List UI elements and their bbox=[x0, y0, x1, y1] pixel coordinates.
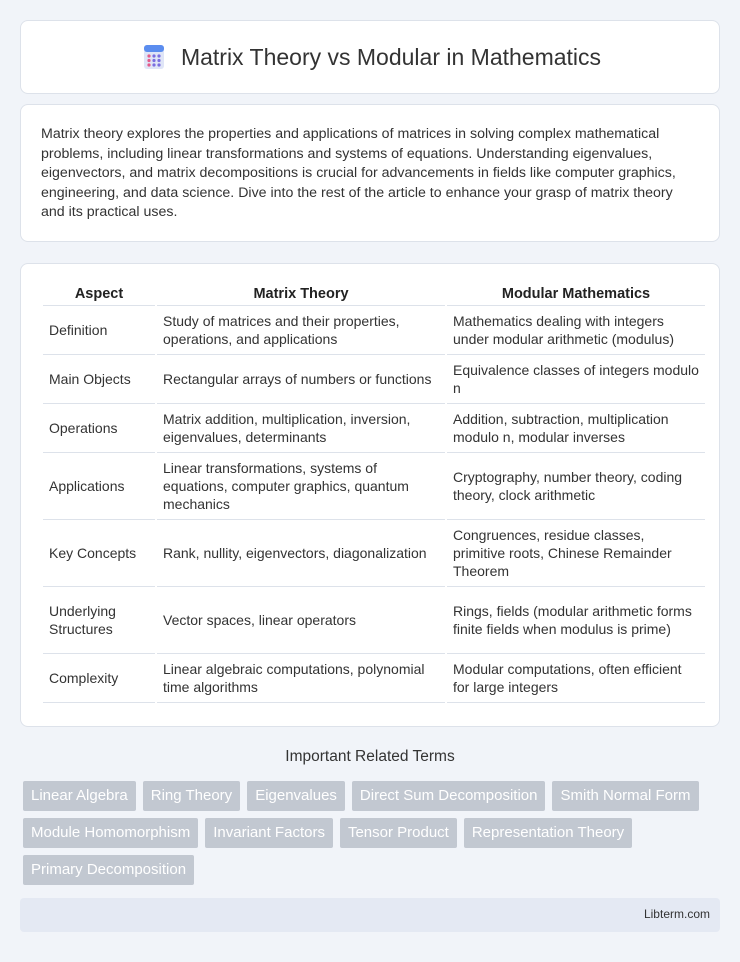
table-cell: Operations bbox=[43, 404, 155, 453]
intro-card bbox=[20, 104, 720, 242]
table-cell: Study of matrices and their properties, operations, and applications bbox=[157, 306, 445, 355]
related-term-tag[interactable]: Primary Decomposition bbox=[23, 855, 194, 885]
related-term-tag[interactable]: Ring Theory bbox=[143, 781, 240, 811]
table-row bbox=[43, 654, 705, 703]
table-row bbox=[43, 404, 705, 453]
table-row bbox=[43, 306, 705, 355]
intro-text: Matrix theory explores the properties and applications of matrices in solving complex mathematical problems, including linear transformations and systems of equations. Understanding eigenvalues, eigenvectors, and matrix decompositions is crucial for advancements in fields like computer graphics, engineering, and data science. Dive into the rest of the article to enhance your grasp of matrix theory and its practical uses. bbox=[41, 126, 676, 220]
related-terms-title: Important Related Terms bbox=[285, 748, 455, 765]
table-cell: Congruences, residue classes, primitive roots, Chinese Remainder Theorem bbox=[447, 520, 705, 587]
table-header: Modular Mathematics bbox=[447, 282, 705, 306]
table-cell: Rank, nullity, eigenvectors, diagonalization bbox=[157, 520, 445, 587]
related-term-tag[interactable]: Linear Algebra bbox=[23, 781, 136, 811]
related-term-tag[interactable]: Smith Normal Form bbox=[552, 781, 698, 811]
table-cell: Definition bbox=[43, 306, 155, 355]
table-cell: Mathematics dealing with integers under modular arithmetic (modulus) bbox=[447, 306, 705, 355]
related-term-tag[interactable]: Eigenvalues bbox=[247, 781, 345, 811]
table-cell: Linear transformations, systems of equations, computer graphics, quantum mechanics bbox=[157, 453, 445, 520]
footer bbox=[20, 898, 720, 932]
comparison-table-card bbox=[20, 263, 720, 727]
table-cell: Rectangular arrays of numbers or functions bbox=[157, 355, 445, 404]
related-term-tag[interactable]: Tensor Product bbox=[340, 818, 457, 848]
related-term-tag[interactable]: Module Homomorphism bbox=[23, 818, 198, 848]
table-cell: Addition, subtraction, multiplication modulo n, modular inverses bbox=[447, 404, 705, 453]
table-cell: Applications bbox=[43, 453, 155, 520]
related-term-tag[interactable]: Representation Theory bbox=[464, 818, 632, 848]
table-row bbox=[43, 587, 705, 654]
table-cell: Cryptography, number theory, coding theory, clock arithmetic bbox=[447, 453, 705, 520]
table-cell: Underlying Structures bbox=[43, 587, 155, 654]
table-cell: Rings, fields (modular arithmetic forms finite fields when modulus is prime) bbox=[447, 587, 705, 654]
table-cell: Complexity bbox=[43, 654, 155, 703]
table-cell: Key Concepts bbox=[43, 520, 155, 587]
table-header: Matrix Theory bbox=[157, 282, 445, 306]
comparison-table bbox=[41, 282, 707, 703]
table-row bbox=[43, 453, 705, 520]
footer-site-link[interactable]: Libterm.com bbox=[643, 907, 710, 921]
table-cell: Equivalence classes of integers modulo n bbox=[447, 355, 705, 404]
table-cell: Main Objects bbox=[43, 355, 155, 404]
table-row bbox=[43, 520, 705, 587]
table-cell: Vector spaces, linear operators bbox=[157, 587, 445, 654]
calculator-icon bbox=[139, 42, 169, 72]
table-header-row bbox=[43, 282, 705, 306]
header-card bbox=[20, 20, 720, 94]
related-term-tag[interactable]: Direct Sum Decomposition bbox=[352, 781, 546, 811]
table-header: Aspect bbox=[43, 282, 155, 306]
related-terms-list bbox=[23, 781, 723, 885]
table-cell: Matrix addition, multiplication, inversion, eigenvalues, determinants bbox=[157, 404, 445, 453]
page-title: Matrix Theory vs Modular in Mathematics bbox=[180, 43, 602, 70]
table-cell: Modular computations, often efficient for large integers bbox=[447, 654, 705, 703]
table-row bbox=[43, 355, 705, 404]
related-term-tag[interactable]: Invariant Factors bbox=[205, 818, 333, 848]
table-cell: Linear algebraic computations, polynomial time algorithms bbox=[157, 654, 445, 703]
